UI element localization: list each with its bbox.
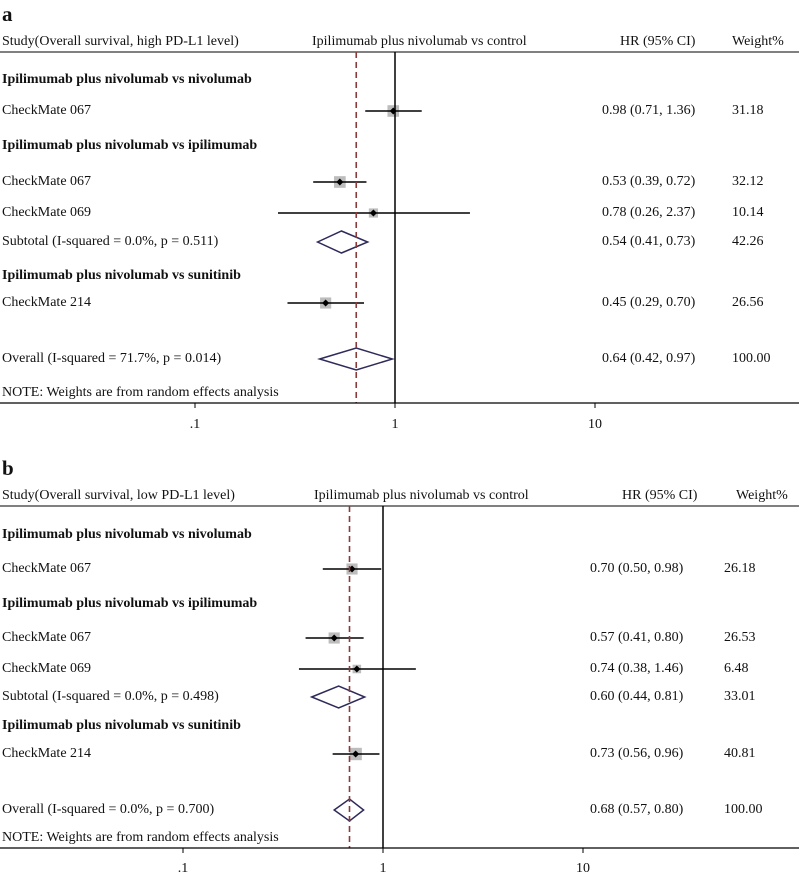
hr-ci-text-a: 0.78 (0.26, 2.37) bbox=[602, 205, 696, 220]
group-label-b: Ipilimumab plus nivolumab vs sunitinib bbox=[2, 718, 241, 733]
subtotal-label-a: Subtotal (I-squared = 0.0%, p = 0.511) bbox=[2, 234, 219, 249]
overall-label-b: Overall (I-squared = 0.0%, p = 0.700) bbox=[2, 802, 215, 817]
header-study-a: Study(Overall survival, high PD-L1 level) bbox=[2, 34, 239, 49]
study-label-a: CheckMate 069 bbox=[2, 205, 92, 220]
hr-ci-text-b: 0.68 (0.57, 0.80) bbox=[590, 802, 684, 817]
group-label-b: Ipilimumab plus nivolumab vs ipilimumab bbox=[2, 596, 258, 611]
weight-text-b: 33.01 bbox=[724, 689, 756, 704]
weight-text-b: 40.81 bbox=[724, 746, 756, 761]
group-label-a: Ipilimumab plus nivolumab vs sunitinib bbox=[2, 268, 241, 283]
hr-ci-text-a: 0.45 (0.29, 0.70) bbox=[602, 295, 696, 310]
x-tick-label-b: 1 bbox=[379, 861, 387, 876]
study-label-b: CheckMate 214 bbox=[2, 746, 92, 761]
subtotal-label-b: Subtotal (I-squared = 0.0%, p = 0.498) bbox=[2, 689, 219, 704]
hr-ci-text-a: 0.64 (0.42, 0.97) bbox=[602, 351, 696, 366]
note-label-b: NOTE: Weights are from random effects analysis bbox=[2, 830, 279, 845]
subtotal-diamond-b bbox=[312, 686, 365, 708]
hr-ci-text-a: 0.98 (0.71, 1.36) bbox=[602, 103, 696, 118]
header-comparison-a: Ipilimumab plus nivolumab vs control bbox=[312, 34, 527, 49]
x-tick-label-a: 1 bbox=[391, 417, 399, 432]
x-tick-label-b: 10 bbox=[576, 861, 590, 876]
weight-text-b: 6.48 bbox=[724, 661, 749, 676]
study-label-a: CheckMate 214 bbox=[2, 295, 92, 310]
x-tick-label-a: .1 bbox=[189, 417, 201, 432]
header-hr-b: HR (95% CI) bbox=[622, 488, 698, 503]
header-comparison-b: Ipilimumab plus nivolumab vs control bbox=[314, 488, 529, 503]
group-label-b: Ipilimumab plus nivolumab vs nivolumab bbox=[2, 527, 252, 542]
header-study-b: Study(Overall survival, low PD-L1 level) bbox=[2, 488, 235, 503]
weight-text-a: 31.18 bbox=[732, 103, 764, 118]
panel-label-a: a bbox=[2, 2, 13, 26]
study-label-b: CheckMate 067 bbox=[2, 561, 92, 576]
weight-text-b: 26.18 bbox=[724, 561, 756, 576]
weight-text-a: 42.26 bbox=[732, 234, 764, 249]
overall-label-a: Overall (I-squared = 71.7%, p = 0.014) bbox=[2, 351, 222, 366]
study-label-a: CheckMate 067 bbox=[2, 174, 92, 189]
x-tick-label-a: 10 bbox=[588, 417, 602, 432]
study-label-b: CheckMate 069 bbox=[2, 661, 92, 676]
hr-ci-text-b: 0.73 (0.56, 0.96) bbox=[590, 746, 684, 761]
hr-ci-text-b: 0.60 (0.44, 0.81) bbox=[590, 689, 684, 704]
header-hr-a: HR (95% CI) bbox=[620, 34, 696, 49]
weight-text-a: 32.12 bbox=[732, 174, 764, 189]
weight-text-b: 26.53 bbox=[724, 630, 756, 645]
study-label-b: CheckMate 067 bbox=[2, 630, 92, 645]
weight-text-b: 100.00 bbox=[724, 802, 763, 817]
hr-ci-text-b: 0.57 (0.41, 0.80) bbox=[590, 630, 684, 645]
hr-ci-text-b: 0.74 (0.38, 1.46) bbox=[590, 661, 684, 676]
study-label-a: CheckMate 067 bbox=[2, 103, 92, 118]
hr-ci-text-a: 0.54 (0.41, 0.73) bbox=[602, 234, 696, 249]
weight-text-a: 10.14 bbox=[732, 205, 764, 220]
header-weight-a: Weight% bbox=[732, 34, 784, 49]
header-weight-b: Weight% bbox=[736, 488, 788, 503]
panel-label-b: b bbox=[2, 456, 14, 480]
hr-ci-text-a: 0.53 (0.39, 0.72) bbox=[602, 174, 696, 189]
weight-text-a: 26.56 bbox=[732, 295, 764, 310]
x-tick-label-b: .1 bbox=[177, 861, 189, 876]
weight-text-a: 100.00 bbox=[732, 351, 771, 366]
group-label-a: Ipilimumab plus nivolumab vs ipilimumab bbox=[2, 138, 258, 153]
hr-ci-text-b: 0.70 (0.50, 0.98) bbox=[590, 561, 684, 576]
note-label-a: NOTE: Weights are from random effects analysis bbox=[2, 385, 279, 400]
group-label-a: Ipilimumab plus nivolumab vs nivolumab bbox=[2, 72, 252, 87]
